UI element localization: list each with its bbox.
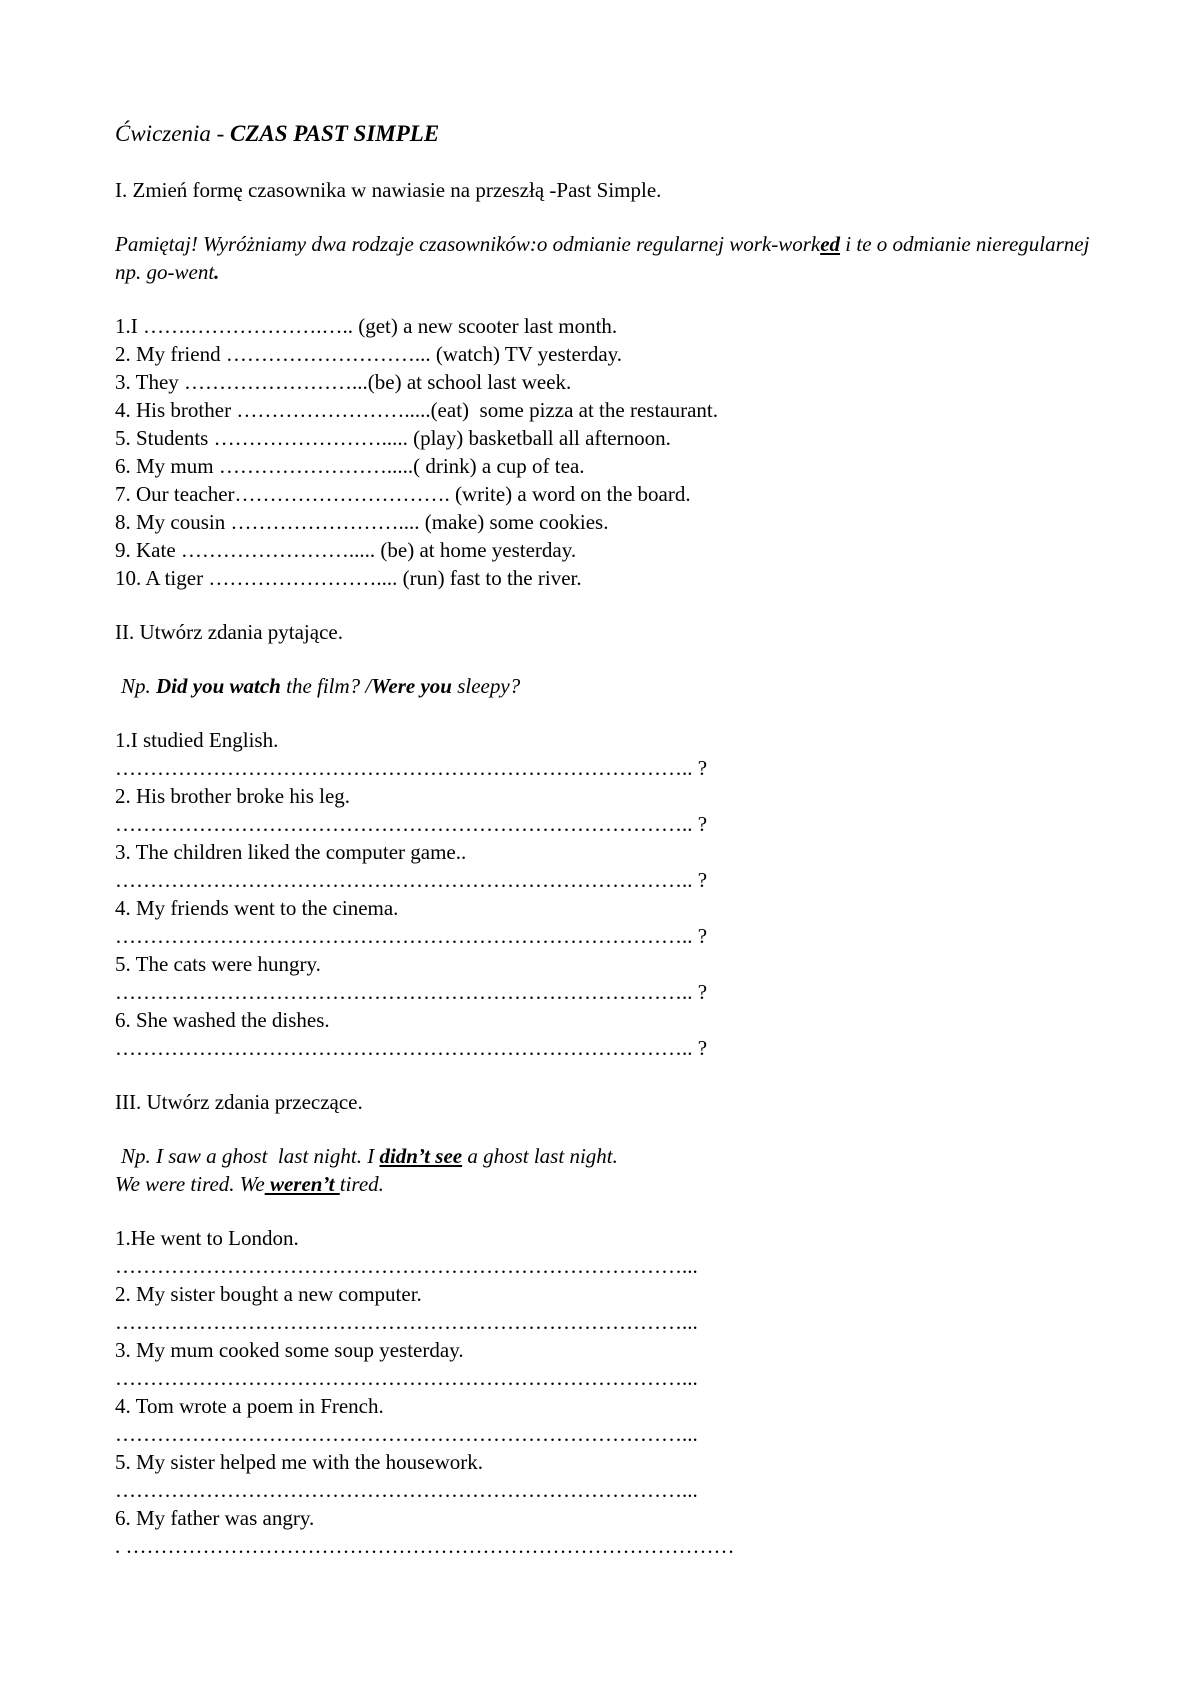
question-item: [115, 1006, 1115, 1062]
sentence: 4. My friends went to the cinema.: [115, 896, 399, 920]
example-text: We were tired. We: [115, 1172, 265, 1196]
example-text: Np. I saw a ghost last night. I: [121, 1144, 380, 1168]
page-title: [115, 118, 1115, 150]
example-text-2: sleepy?: [451, 674, 521, 698]
answer-line[interactable]: ………………………………………………………………………...: [115, 1478, 698, 1502]
answer-line[interactable]: ……………………………………………………………………….. ?: [115, 980, 708, 1004]
question-item: [115, 838, 1115, 894]
negative-item: [115, 1336, 1115, 1392]
list-item: 4. His brother …………………….....(eat) some pizza at the restaurant.: [115, 398, 719, 422]
sentence: 2. His brother broke his leg.: [115, 784, 351, 808]
example-text: tired.: [339, 1172, 384, 1196]
example-np: Np.: [121, 674, 157, 698]
sentence: 6. My father was angry.: [115, 1506, 315, 1530]
question-item: [115, 726, 1115, 782]
list-item: 1.I …….……………….….. (get) a new scooter last month.: [115, 314, 618, 338]
note-text-b: i te o odmianie nieregularnej np. go-went: [115, 232, 1090, 284]
list-item: 3. They ……………………...(be) at school last week.: [115, 370, 572, 394]
negative-item: [115, 1448, 1115, 1504]
question-item: [115, 950, 1115, 1006]
example-line-1: [121, 1142, 1115, 1170]
list-item: 9. Kate ……………………..... (be) at home yesterday.: [115, 538, 577, 562]
negative-item: [115, 1504, 1115, 1560]
answer-line[interactable]: ……………………………………………………………………….. ?: [115, 868, 708, 892]
sentence: 5. The cats were hungry.: [115, 952, 321, 976]
negative-item: [115, 1392, 1115, 1448]
negative-item: [115, 1224, 1115, 1280]
section1-list: [115, 312, 1115, 592]
answer-line[interactable]: ……………………………………………………………………….. ?: [115, 812, 708, 836]
note-text-a: Pamiętaj! Wyróżniamy dwa rodzaje czasowników:o odmianie regularnej work-work: [115, 232, 821, 256]
list-item: 5. Students ……………………..... (play) basketball all afternoon.: [115, 426, 671, 450]
answer-line[interactable]: . ……………………………………………………………………………: [115, 1534, 735, 1558]
sentence: 3. My mum cooked some soup yesterday.: [115, 1338, 464, 1362]
section2-heading: II. Utwórz zdania pytające.: [115, 620, 343, 644]
list-item: 10. A tiger …………………….... (run) fast to the river.: [115, 566, 582, 590]
example-bold: didn’t see: [379, 1144, 463, 1168]
sentence: 2. My sister bought a new computer.: [115, 1282, 422, 1306]
answer-line[interactable]: ………………………………………………………………………...: [115, 1422, 698, 1446]
title-main: CZAS PAST SIMPLE: [230, 121, 440, 146]
example-bold-1: Did you watch: [156, 674, 281, 698]
section3-example: [115, 1142, 1115, 1198]
sentence: 3. The children liked the computer game..: [115, 840, 467, 864]
negative-item: [115, 1280, 1115, 1336]
list-item: 6. My mum …………………….....( drink) a cup of tea.: [115, 454, 585, 478]
question-item: [115, 782, 1115, 838]
answer-line[interactable]: ………………………………………………………………………...: [115, 1254, 698, 1278]
example-bold: weren’t: [264, 1172, 340, 1196]
answer-line[interactable]: ……………………………………………………………………….. ?: [115, 1036, 708, 1060]
note-ed: ed: [820, 232, 841, 256]
sentence: 4. Tom wrote a poem in French.: [115, 1394, 384, 1418]
question-item: [115, 894, 1115, 950]
answer-line[interactable]: ………………………………………………………………………...: [115, 1366, 698, 1390]
section1-note: [115, 230, 1115, 286]
title-prefix: Ćwiczenia -: [115, 121, 230, 146]
answer-line[interactable]: ……………………………………………………………………….. ?: [115, 924, 708, 948]
list-item: 8. My cousin …………………….... (make) some cookies.: [115, 510, 609, 534]
section1-heading: I. Zmień formę czasownika w nawiasie na przeszłą -Past Simple.: [115, 178, 662, 202]
list-item: 7. Our teacher…………………………. (write) a word on the board.: [115, 482, 691, 506]
section3-heading: III. Utwórz zdania przeczące.: [115, 1090, 363, 1114]
section2-example: [115, 672, 1115, 700]
note-end: .: [214, 260, 220, 284]
example-line-2: [115, 1170, 1115, 1198]
example-text: a ghost last night.: [462, 1144, 618, 1168]
example-text-1: the film? /: [280, 674, 372, 698]
answer-line[interactable]: ……………………………………………………………………….. ?: [115, 756, 708, 780]
worksheet: [115, 118, 1115, 1560]
list-item: 2. My friend ………………………... (watch) TV yesterday.: [115, 342, 623, 366]
section3-list: [115, 1224, 1115, 1560]
sentence: 6. She washed the dishes.: [115, 1008, 330, 1032]
sentence: 1.He went to London.: [115, 1226, 299, 1250]
section2-list: [115, 726, 1115, 1062]
sentence: 1.I studied English.: [115, 728, 279, 752]
sentence: 5. My sister helped me with the housework.: [115, 1450, 484, 1474]
answer-line[interactable]: ………………………………………………………………………...: [115, 1310, 698, 1334]
example-bold-2: Were you: [371, 674, 452, 698]
